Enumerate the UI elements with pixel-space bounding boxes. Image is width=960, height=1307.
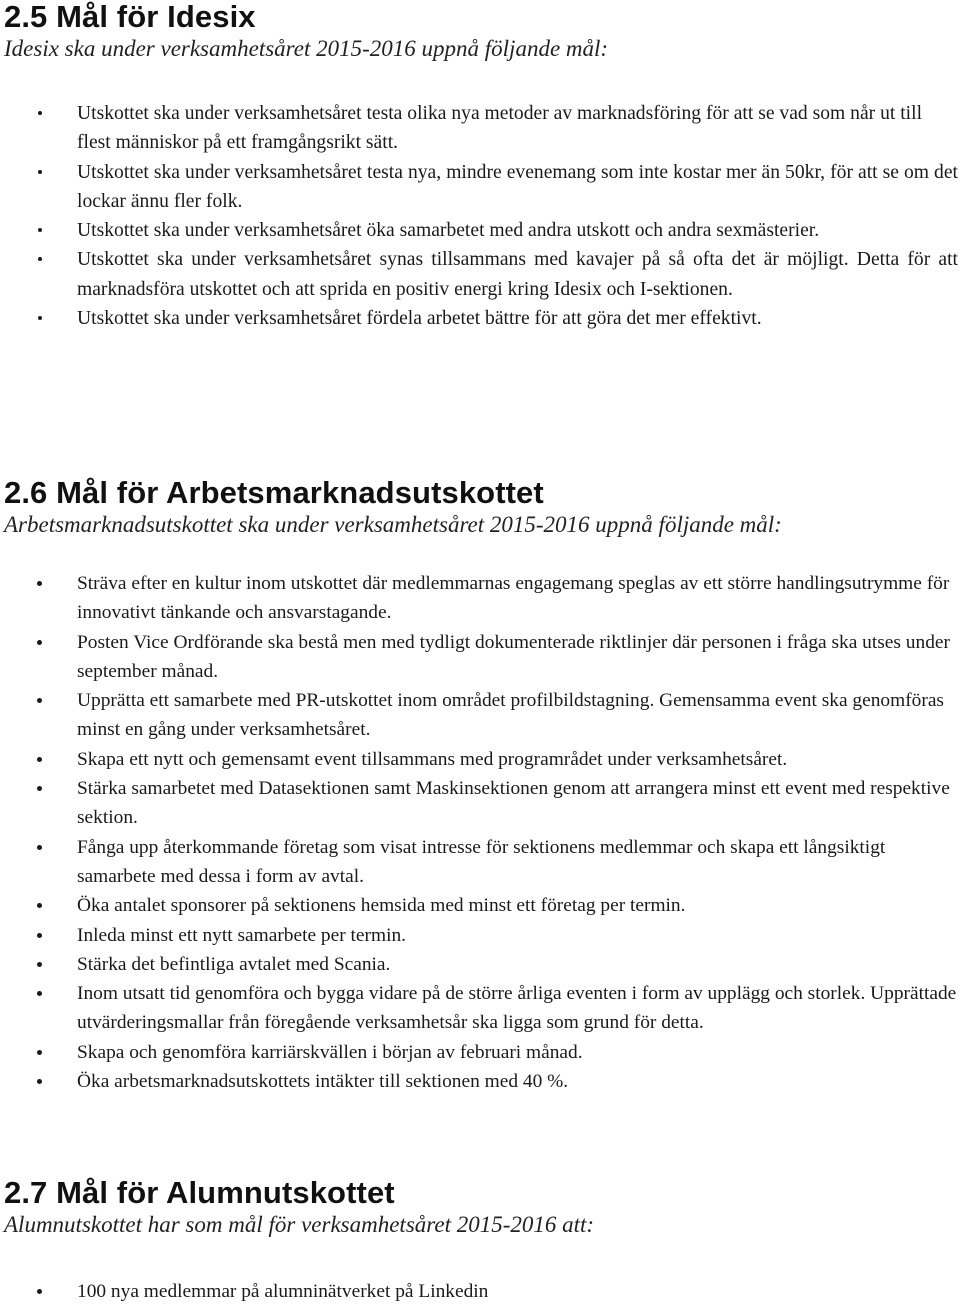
goal-text: Fånga upp återkommande företag som visat intresse för sektionens medlemmar och skapa ett långsiktigt samarbete med dessa i form av avtal. xyxy=(77,836,886,887)
goal-item xyxy=(0,216,960,245)
bullet-icon xyxy=(37,698,42,703)
goal-text: Stärka samarbetet med Datasektionen samt Maskinsektionen genom att arrangera minst ett event med respektive sektion. xyxy=(77,778,950,829)
bullet-icon xyxy=(37,991,42,996)
goal-text: Inleda minst ett nytt samarbete per termin. xyxy=(77,924,406,946)
bullet-icon xyxy=(37,581,42,586)
goal-item xyxy=(0,99,960,158)
bullet-icon xyxy=(38,316,42,320)
goal-item xyxy=(0,1277,960,1306)
goal-text: Posten Vice Ordförande ska bestå men med tydligt dokumenterade riktlinjer där personen i fråga ska utses under september månad. xyxy=(77,631,950,682)
section-subtitle: Idesix ska under verksamhetsåret 2015-2016 uppnå följande mål: xyxy=(4,36,609,61)
goal-item xyxy=(0,950,960,979)
bullet-icon xyxy=(37,1289,42,1294)
section-heading: 2.5 Mål för Idesix xyxy=(4,0,256,34)
goal-item xyxy=(0,569,960,628)
goal-item xyxy=(0,1067,960,1096)
section-alumnutskottet xyxy=(0,1175,960,1302)
section-idesix xyxy=(0,0,960,330)
goal-list xyxy=(0,569,960,1096)
goal-text: Öka antalet sponsorer på sektionens hemsida med minst ett företag per termin. xyxy=(77,895,686,917)
bullet-icon xyxy=(38,228,42,232)
bullet-icon xyxy=(38,111,42,115)
goal-text: Utskottet ska under verksamhetsåret testa nya, mindre evenemang som inte kostar mer än 50kr, för att se om det lockar ännu fler folk. xyxy=(77,161,958,212)
goal-text: Skapa ett nytt och gemensamt event tillsammans med programrådet under verksamhetsåret. xyxy=(77,748,788,770)
bullet-icon xyxy=(37,786,42,791)
goal-list xyxy=(0,1277,960,1306)
goal-text: 100 nya medlemmar på alumninätverket på Linkedin xyxy=(77,1281,489,1302)
bullet-icon xyxy=(37,1050,42,1055)
goal-item xyxy=(0,158,960,217)
goal-item xyxy=(0,921,960,950)
bullet-icon xyxy=(38,257,42,261)
goal-text: Öka arbetsmarknadsutskottets intäkter till sektionen med 40 %. xyxy=(77,1071,569,1093)
goal-text: Stärka det befintliga avtalet med Scania. xyxy=(77,953,391,975)
bullet-icon xyxy=(37,933,42,938)
bullet-icon xyxy=(37,903,42,908)
goal-item xyxy=(0,891,960,920)
goal-item xyxy=(0,304,960,333)
bullet-icon xyxy=(37,845,42,850)
goal-list xyxy=(0,99,960,333)
bullet-icon xyxy=(37,757,42,762)
section-subtitle: Arbetsmarknadsutskottet ska under verksamhetsåret 2015-2016 uppnå följande mål: xyxy=(4,512,782,537)
section-arbetsmarknadsutskottet xyxy=(0,475,960,1093)
goal-text: Utskottet ska under verksamhetsåret testa olika nya metoder av marknadsföring för att se vad som når ut till flest människor på ett framgångsrikt sätt. xyxy=(77,103,923,154)
bullet-icon xyxy=(37,640,42,645)
goal-item xyxy=(0,686,960,745)
section-heading: 2.7 Mål för Alumnutskottet xyxy=(4,1175,395,1210)
section-subtitle: Alumnutskottet har som mål för verksamhetsåret 2015-2016 att: xyxy=(4,1212,595,1237)
section-heading: 2.6 Mål för Arbetsmarknadsutskottet xyxy=(4,475,544,510)
bullet-icon xyxy=(37,1079,42,1084)
goal-text: Utskottet ska under verksamhetsåret fördela arbetet bättre för att göra det mer effektivt. xyxy=(77,308,762,330)
goal-item xyxy=(0,745,960,774)
goal-text: Utskottet ska under verksamhetsåret synas tillsammans med kavajer på så ofta det är möjligt. Detta för att marknadsföra utskottet och att sprida en positiv energi kring Idesix och I-sektionen. xyxy=(77,249,958,300)
goal-item xyxy=(0,1038,960,1067)
goal-text: Sträva efter en kultur inom utskottet där medlemmarnas engagemang speglas av ett större handlingsutrymme för innovativt tänkande och ansvarstagande. xyxy=(77,573,950,624)
goal-item xyxy=(0,245,960,304)
goal-text: Upprätta ett samarbete med PR-utskottet inom området profilbildstagning. Gemensamma event ska genomföras minst en gång under verksamhetsåret. xyxy=(77,690,944,741)
goal-item xyxy=(0,979,960,1038)
goal-item xyxy=(0,628,960,687)
bullet-icon xyxy=(37,962,42,967)
goal-text: Skapa och genomföra karriärskvällen i början av februari månad. xyxy=(77,1041,583,1063)
goal-text: Inom utsatt tid genomföra och bygga vidare på de större årliga eventen i form av upplägg och storlek. Upprättade utvärderingsmallar från föregående verksamhetsår ska ligga som grund för detta. xyxy=(77,983,957,1034)
goal-item xyxy=(0,774,960,833)
bullet-icon xyxy=(38,170,42,174)
goal-item xyxy=(0,833,960,892)
goal-text: Utskottet ska under verksamhetsåret öka samarbetet med andra utskott och andra sexmästerier. xyxy=(77,220,820,242)
